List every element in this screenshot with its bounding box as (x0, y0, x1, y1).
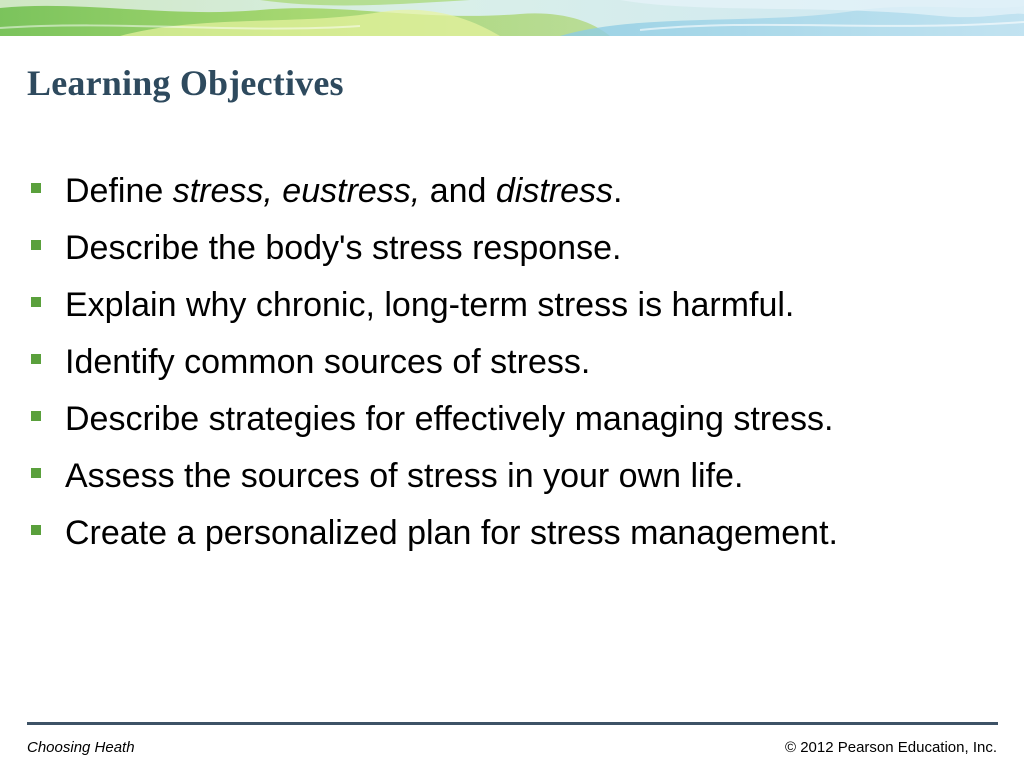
objective-text: Explain why chronic, long-term stress is harmful. (65, 286, 795, 324)
objective-item (27, 220, 838, 277)
bullet-square-icon (31, 525, 41, 535)
objective-item (27, 277, 838, 334)
footer-copyright: © 2012 Pearson Education, Inc. (784, 739, 997, 756)
footer-book-title: Choosing Heath (27, 739, 135, 756)
objective-text: Create a personalized plan for stress management. (65, 514, 838, 552)
bullet-square-icon (31, 411, 41, 421)
bullet-square-icon (31, 183, 41, 193)
objectives-list (27, 163, 838, 562)
objective-item (27, 505, 838, 562)
bullet-square-icon (31, 354, 41, 364)
objective-item (27, 448, 838, 505)
objective-text: Define (65, 172, 173, 210)
objective-item (27, 391, 838, 448)
objective-text: Assess the sources of stress in your own life. (65, 457, 744, 495)
objective-term: distress (495, 172, 614, 210)
objective-text: Describe strategies for effectively managing stress. (65, 400, 834, 438)
bullet-square-icon (31, 297, 41, 307)
slide-title: Learning Objectives (27, 63, 344, 103)
objective-text: Describe the body's stress response. (65, 229, 622, 267)
bullet-square-icon (31, 468, 41, 478)
objective-text: Identify common sources of stress. (65, 343, 591, 381)
objective-text: and (420, 172, 496, 210)
objective-term: stress, eustress, (172, 172, 421, 210)
objective-item (27, 163, 838, 220)
header-banner (0, 0, 1024, 36)
banner-graphic (0, 0, 1024, 36)
footer-divider (27, 722, 998, 725)
objective-item (27, 334, 838, 391)
objective-text: . (613, 172, 623, 210)
bullet-square-icon (31, 240, 41, 250)
